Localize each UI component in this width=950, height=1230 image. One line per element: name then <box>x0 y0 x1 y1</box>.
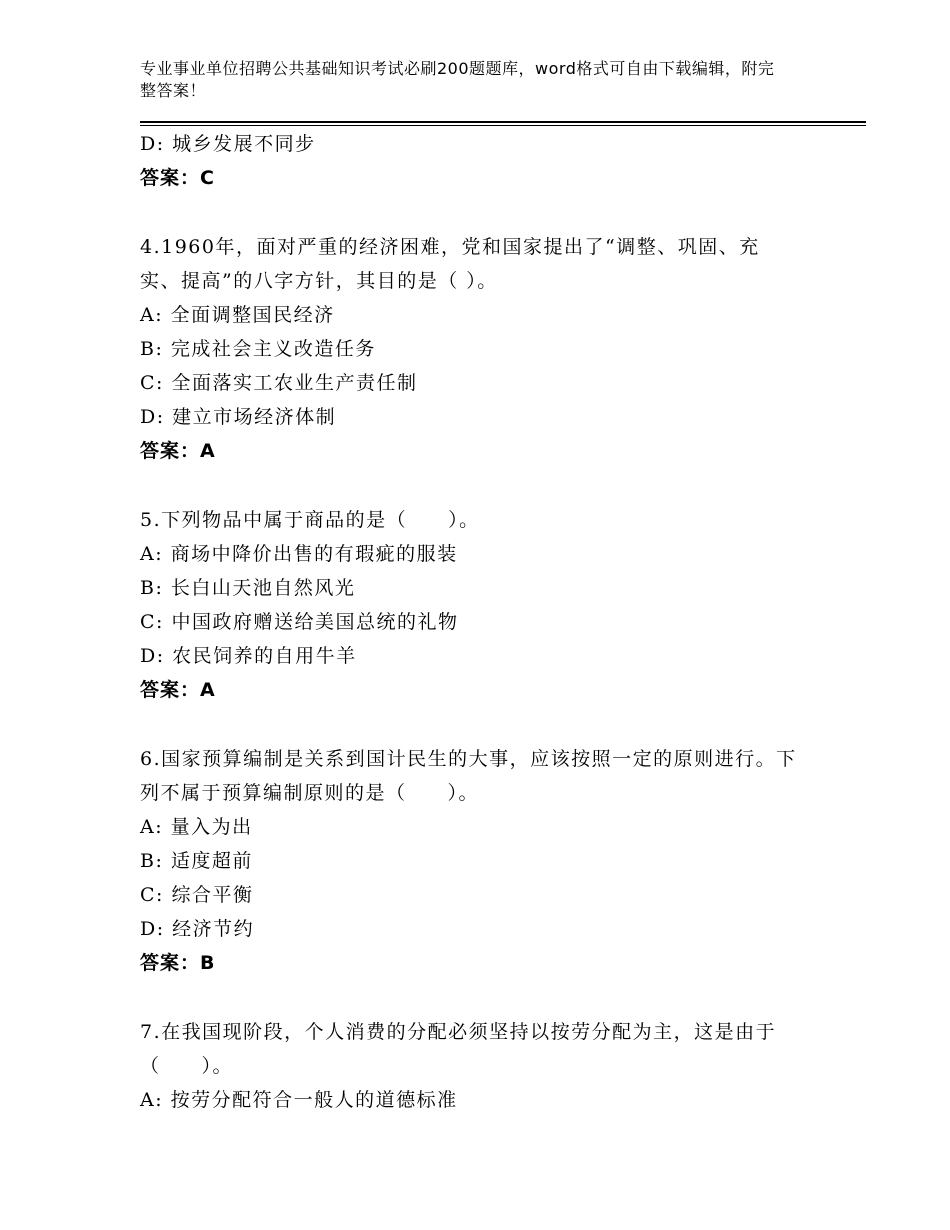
question-stem: 7.在我国现阶段，个人消费的分配必须坚持以按劳分配为主，这是由于（ ）。 <box>140 1021 777 1077</box>
option-a: A: 按劳分配符合一般人的道德标准 <box>140 1089 458 1111</box>
option-a: A: 商场中降价出售的有瑕疵的服装 <box>140 543 458 565</box>
question-5 <box>140 503 820 707</box>
question-4 <box>140 230 820 468</box>
header-rule <box>140 121 866 123</box>
option-a: A: 量入为出 <box>140 816 253 838</box>
option-c: C: 综合平衡 <box>140 884 254 906</box>
option-b: B: 长白山天池自然风光 <box>140 577 356 599</box>
question-7 <box>140 1015 820 1117</box>
option-d: D: 建立市场经济体制 <box>140 406 337 428</box>
option-d: D: 经济节约 <box>140 918 255 940</box>
answer: 答案：B <box>140 952 216 974</box>
option-a: A: 全面调整国民经济 <box>140 304 335 326</box>
option-c: C: 中国政府赠送给美国总统的礼物 <box>140 611 459 633</box>
option-b: B: 完成社会主义改造任务 <box>140 338 376 360</box>
option-b: B: 适度超前 <box>140 850 253 872</box>
option-c: C: 全面落实工农业生产责任制 <box>140 372 418 394</box>
question-content <box>140 127 820 1117</box>
page-header: 专业事业单位招聘公共基础知识考试必刷200题题库，word格式可自由下载编辑，附完整答案！ <box>140 59 775 100</box>
question-stem: 4.1960年，面对严重的经济困难，党和国家提出了“调整、巩固、充实、提高”的八字方针，其目的是（ ）。 <box>140 236 760 292</box>
header-rule-thin <box>140 125 866 126</box>
answer: 答案：C <box>140 167 215 189</box>
option-d: D: 城乡发展不同步 <box>140 133 316 155</box>
answer: 答案：A <box>140 440 216 462</box>
option-d: D: 农民饲养的自用牛羊 <box>140 645 357 667</box>
question-stem: 5.下列物品中属于商品的是（ ）。 <box>140 509 480 531</box>
question-6 <box>140 742 820 980</box>
question-stem: 6.国家预算编制是关系到国计民生的大事，应该按照一定的原则进行。下列不属于预算编制原则的是（ ）。 <box>140 748 797 804</box>
answer: 答案：A <box>140 679 216 701</box>
